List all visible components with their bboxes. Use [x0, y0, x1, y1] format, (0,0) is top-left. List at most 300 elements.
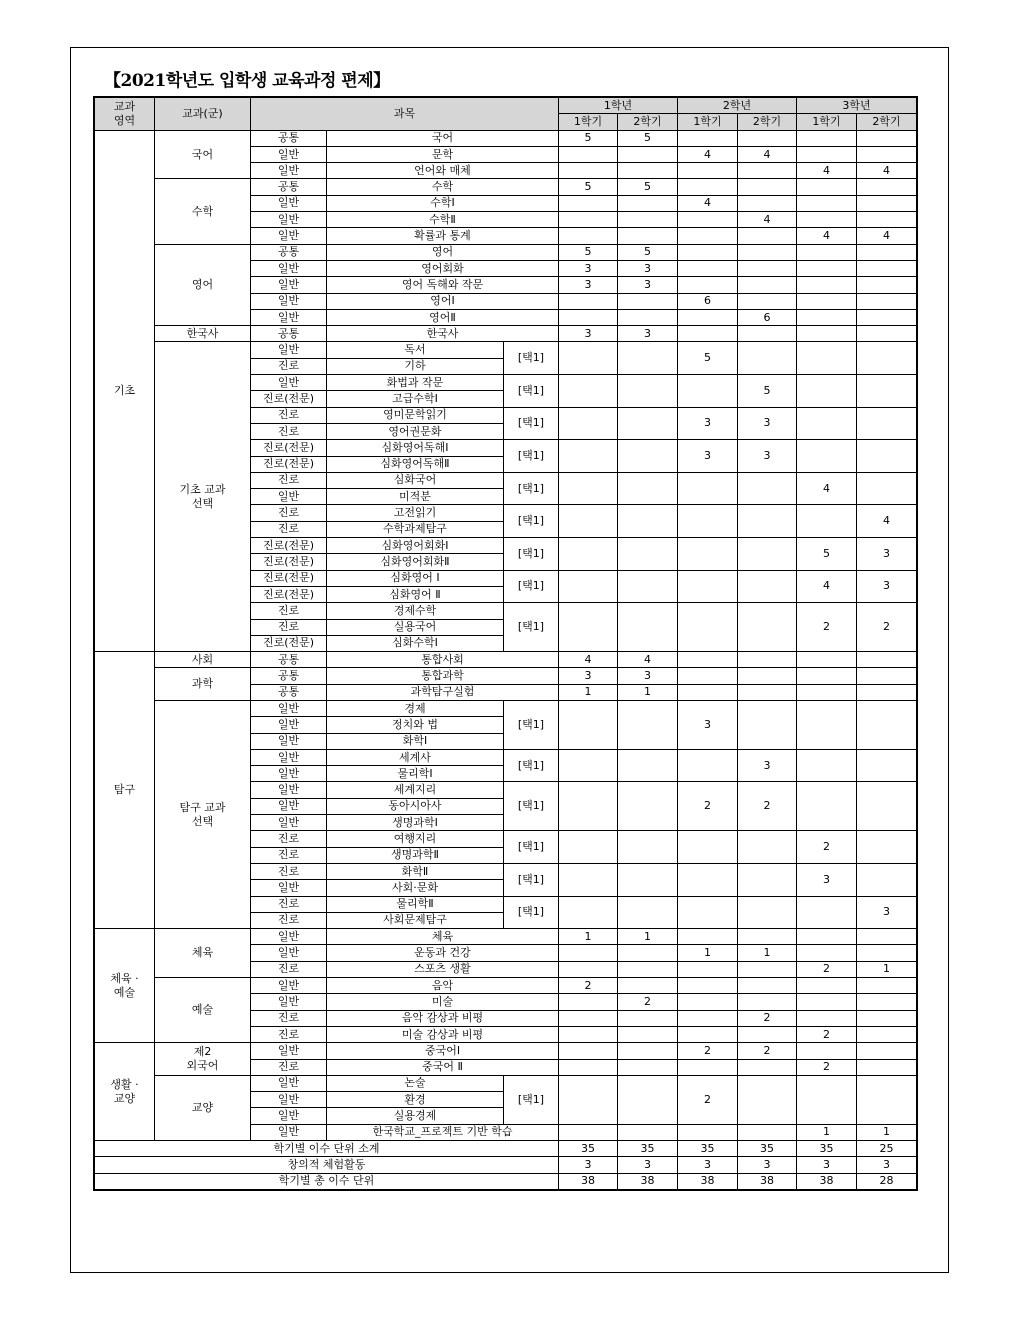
unit-cell	[797, 326, 857, 342]
unit-cell	[678, 1059, 738, 1075]
course-name: 심화영어독해Ⅱ	[327, 456, 504, 472]
course-type: 진로	[251, 847, 327, 863]
unit-cell	[618, 309, 678, 325]
course-name: 경제수학	[327, 603, 504, 619]
unit-cell	[797, 652, 857, 668]
unit-cell	[678, 652, 738, 668]
unit-cell	[678, 244, 738, 260]
unit-cell	[559, 163, 618, 179]
unit-cell: 5	[678, 342, 738, 375]
select-one-label: [택1]	[504, 472, 559, 505]
unit-cell	[559, 293, 618, 309]
unit-cell	[857, 978, 917, 994]
unit-cell: 3	[738, 407, 797, 440]
course-type: 진로	[251, 1026, 327, 1042]
unit-cell	[857, 326, 917, 342]
course-type: 일반	[251, 228, 327, 244]
unit-cell	[857, 684, 917, 700]
unit-cell: 3	[857, 570, 917, 603]
course-type: 공통	[251, 130, 327, 146]
group-label: 사회	[155, 652, 251, 668]
unit-cell	[797, 212, 857, 228]
unit-cell	[857, 700, 917, 749]
course-type: 일반	[251, 309, 327, 325]
course-type: 일반	[251, 717, 327, 733]
unit-cell	[559, 212, 618, 228]
unit-cell	[738, 179, 797, 195]
unit-cell: 3	[559, 326, 618, 342]
unit-cell	[678, 570, 738, 603]
course-type: 일반	[251, 1124, 327, 1140]
unit-cell	[678, 978, 738, 994]
course-type: 진로	[251, 831, 327, 847]
unit-cell	[797, 1075, 857, 1124]
unit-cell	[618, 472, 678, 505]
course-type: 일반	[251, 1092, 327, 1108]
unit-cell	[559, 1026, 618, 1042]
unit-cell	[797, 749, 857, 782]
unit-cell	[559, 309, 618, 325]
course-name: 문학	[327, 146, 559, 162]
page-title: 【2021학년도 입학생 교육과정 편제】	[104, 71, 390, 91]
summary-label: 학기별 이수 단위 소계	[95, 1141, 559, 1157]
unit-cell	[797, 700, 857, 749]
unit-cell: 3	[559, 668, 618, 684]
unit-cell	[857, 1026, 917, 1042]
unit-cell	[857, 195, 917, 211]
unit-cell	[618, 440, 678, 473]
unit-cell	[738, 896, 797, 929]
unit-cell: 4	[678, 195, 738, 211]
unit-cell	[797, 1043, 857, 1059]
unit-cell: 4	[738, 212, 797, 228]
course-name: 물리학Ⅰ	[327, 766, 504, 782]
unit-cell	[559, 1059, 618, 1075]
unit-cell	[678, 326, 738, 342]
course-name: 고전읽기	[327, 505, 504, 521]
course-name: 영어Ⅱ	[327, 309, 559, 325]
unit-cell	[857, 293, 917, 309]
unit-cell	[618, 212, 678, 228]
unit-cell	[857, 831, 917, 864]
unit-cell	[738, 863, 797, 896]
unit-cell	[678, 130, 738, 146]
course-type: 공통	[251, 179, 327, 195]
course-name: 한국사	[327, 326, 559, 342]
unit-cell	[797, 342, 857, 375]
course-type: 공통	[251, 244, 327, 260]
group-label: 제2 외국어	[155, 1043, 251, 1076]
group-label: 예술	[155, 978, 251, 1043]
unit-cell: 5	[618, 130, 678, 146]
summary-value: 3	[618, 1157, 678, 1173]
summary-value: 3	[678, 1157, 738, 1173]
unit-cell	[797, 195, 857, 211]
unit-cell	[857, 1059, 917, 1075]
group-label: 체육	[155, 929, 251, 978]
unit-cell	[618, 749, 678, 782]
unit-cell	[678, 749, 738, 782]
summary-value: 38	[559, 1173, 618, 1189]
unit-cell	[857, 179, 917, 195]
course-type: 일반	[251, 260, 327, 276]
course-type: 일반	[251, 994, 327, 1010]
course-type: 진로(전문)	[251, 554, 327, 570]
unit-cell	[857, 668, 917, 684]
unit-cell	[559, 195, 618, 211]
unit-cell	[618, 603, 678, 652]
summary-value: 3	[857, 1157, 917, 1173]
select-one-label: [택1]	[504, 440, 559, 473]
unit-cell: 3	[618, 277, 678, 293]
unit-cell	[797, 1010, 857, 1026]
unit-cell: 4	[738, 146, 797, 162]
course-name: 기하	[327, 358, 504, 374]
course-type: 공통	[251, 668, 327, 684]
unit-cell	[797, 179, 857, 195]
summary-value: 3	[797, 1157, 857, 1173]
table-row	[95, 342, 917, 358]
unit-cell	[618, 342, 678, 375]
unit-cell	[738, 163, 797, 179]
table-row	[95, 652, 917, 668]
course-type: 진로	[251, 1010, 327, 1026]
course-name: 화학Ⅱ	[327, 863, 504, 879]
unit-cell: 4	[857, 163, 917, 179]
course-name: 세계사	[327, 749, 504, 765]
unit-cell: 5	[559, 130, 618, 146]
course-type: 일반	[251, 146, 327, 162]
unit-cell	[857, 440, 917, 473]
unit-cell	[618, 538, 678, 571]
unit-cell	[797, 668, 857, 684]
course-type: 진로	[251, 358, 327, 374]
unit-cell	[678, 1010, 738, 1026]
course-name: 수학Ⅱ	[327, 212, 559, 228]
area-label: 생활 · 교양	[95, 1043, 155, 1141]
unit-cell: 5	[738, 375, 797, 408]
unit-cell	[857, 260, 917, 276]
course-name: 영어권문화	[327, 423, 504, 439]
course-type: 진로	[251, 961, 327, 977]
course-name: 심화영어 Ⅰ	[327, 570, 504, 586]
unit-cell: 5	[559, 244, 618, 260]
unit-cell	[559, 994, 618, 1010]
unit-cell	[857, 1043, 917, 1059]
unit-cell: 2	[857, 603, 917, 652]
course-name: 스포츠 생활	[327, 961, 559, 977]
summary-value: 28	[857, 1173, 917, 1189]
course-type: 일반	[251, 1075, 327, 1091]
unit-cell: 4	[857, 505, 917, 538]
course-name: 국어	[327, 130, 559, 146]
course-name: 중국어 Ⅱ	[327, 1059, 559, 1075]
select-one-label: [택1]	[504, 538, 559, 571]
course-type: 진로	[251, 619, 327, 635]
course-type: 진로	[251, 896, 327, 912]
unit-cell	[857, 652, 917, 668]
course-name: 사회·문화	[327, 880, 504, 896]
unit-cell	[559, 375, 618, 408]
course-name: 운동과 건강	[327, 945, 559, 961]
unit-cell	[857, 782, 917, 831]
summary-value: 3	[738, 1157, 797, 1173]
course-type: 일반	[251, 700, 327, 716]
table-row	[95, 326, 917, 342]
unit-cell	[618, 863, 678, 896]
unit-cell	[797, 130, 857, 146]
unit-cell	[559, 831, 618, 864]
course-type: 공통	[251, 326, 327, 342]
area-label: 탐구	[95, 652, 155, 929]
unit-cell	[559, 603, 618, 652]
unit-cell	[738, 603, 797, 652]
course-type: 진로	[251, 863, 327, 879]
unit-cell	[618, 505, 678, 538]
unit-cell	[797, 309, 857, 325]
unit-cell: 4	[797, 570, 857, 603]
unit-cell	[857, 146, 917, 162]
group-label: 탐구 교과 선택	[155, 700, 251, 928]
unit-cell: 2	[678, 782, 738, 831]
course-name: 과학탐구실험	[327, 684, 559, 700]
unit-cell	[559, 863, 618, 896]
course-name: 심화영어회화Ⅰ	[327, 538, 504, 554]
unit-cell	[797, 978, 857, 994]
course-name: 고급수학Ⅰ	[327, 391, 504, 407]
group-label: 교양	[155, 1075, 251, 1140]
unit-cell	[738, 244, 797, 260]
course-name: 독서	[327, 342, 504, 358]
course-type: 일반	[251, 880, 327, 896]
unit-cell	[559, 228, 618, 244]
unit-cell: 5	[618, 179, 678, 195]
course-type: 진로	[251, 472, 327, 488]
unit-cell	[559, 945, 618, 961]
unit-cell: 3	[857, 896, 917, 929]
unit-cell	[797, 277, 857, 293]
unit-cell: 3	[738, 749, 797, 782]
summary-value: 35	[618, 1141, 678, 1157]
table-row	[95, 929, 917, 945]
unit-cell: 2	[797, 1059, 857, 1075]
select-one-label: [택1]	[504, 1075, 559, 1124]
table-row	[95, 700, 917, 716]
unit-cell	[618, 570, 678, 603]
unit-cell: 4	[678, 146, 738, 162]
course-name: 심화영어회화Ⅱ	[327, 554, 504, 570]
course-name: 영어	[327, 244, 559, 260]
summary-row	[95, 1157, 917, 1173]
unit-cell	[678, 309, 738, 325]
select-one-label: [택1]	[504, 896, 559, 929]
unit-cell: 3	[797, 863, 857, 896]
unit-cell	[559, 407, 618, 440]
select-one-label: [택1]	[504, 749, 559, 782]
course-name: 미술 감상과 비평	[327, 1026, 559, 1042]
course-name: 화법과 작문	[327, 375, 504, 391]
course-name: 수학	[327, 179, 559, 195]
unit-cell	[618, 1059, 678, 1075]
unit-cell	[559, 1075, 618, 1124]
unit-cell	[857, 929, 917, 945]
course-type: 일반	[251, 978, 327, 994]
summary-value: 38	[797, 1173, 857, 1189]
unit-cell: 4	[797, 472, 857, 505]
select-one-label: [택1]	[504, 505, 559, 538]
course-name: 영어Ⅰ	[327, 293, 559, 309]
select-one-label: [택1]	[504, 603, 559, 652]
summary-value: 38	[678, 1173, 738, 1189]
unit-cell	[738, 1059, 797, 1075]
unit-cell: 2	[738, 1010, 797, 1026]
unit-cell	[559, 146, 618, 162]
course-name: 심화영어 Ⅱ	[327, 586, 504, 602]
unit-cell: 1	[678, 945, 738, 961]
unit-cell	[797, 260, 857, 276]
unit-cell: 2	[797, 603, 857, 652]
course-type: 일반	[251, 277, 327, 293]
course-name: 실용경제	[327, 1108, 504, 1124]
area-label: 기초	[95, 130, 155, 652]
unit-cell	[678, 260, 738, 276]
unit-cell: 5	[797, 538, 857, 571]
course-type: 일반	[251, 342, 327, 358]
course-name: 화학Ⅰ	[327, 733, 504, 749]
table-row	[95, 130, 917, 146]
course-type: 진로(전문)	[251, 586, 327, 602]
unit-cell	[559, 538, 618, 571]
unit-cell	[678, 896, 738, 929]
unit-cell	[618, 407, 678, 440]
unit-cell: 1	[559, 929, 618, 945]
unit-cell	[678, 538, 738, 571]
course-type: 일반	[251, 375, 327, 391]
unit-cell	[857, 1075, 917, 1124]
header-year: 2학년	[678, 98, 797, 114]
unit-cell	[678, 505, 738, 538]
course-name: 한국학교_프로젝트 기반 학습	[327, 1124, 559, 1140]
course-name: 수학과제탐구	[327, 521, 504, 537]
unit-cell	[738, 195, 797, 211]
unit-cell: 1	[559, 684, 618, 700]
header-semester: 2학기	[738, 114, 797, 130]
summary-label: 학기별 총 이수 단위	[95, 1173, 559, 1189]
unit-cell	[618, 228, 678, 244]
unit-cell	[559, 782, 618, 831]
course-name: 논술	[327, 1075, 504, 1091]
unit-cell	[857, 945, 917, 961]
unit-cell	[738, 1124, 797, 1140]
unit-cell	[857, 244, 917, 260]
table-row	[95, 1043, 917, 1059]
course-name: 물리학Ⅱ	[327, 896, 504, 912]
header-group: 교과(군)	[155, 98, 251, 131]
unit-cell: 4	[797, 163, 857, 179]
unit-cell: 4	[618, 652, 678, 668]
unit-cell	[797, 375, 857, 408]
unit-cell	[738, 1026, 797, 1042]
unit-cell	[618, 1124, 678, 1140]
unit-cell: 2	[797, 1026, 857, 1042]
course-name: 음악 감상과 비평	[327, 1010, 559, 1026]
unit-cell	[797, 146, 857, 162]
unit-cell	[678, 994, 738, 1010]
header-year: 3학년	[797, 98, 917, 114]
unit-cell	[738, 652, 797, 668]
unit-cell: 3	[678, 440, 738, 473]
unit-cell: 2	[738, 1043, 797, 1059]
course-name: 실용국어	[327, 619, 504, 635]
course-type: 일반	[251, 293, 327, 309]
unit-cell	[678, 668, 738, 684]
unit-cell: 4	[797, 228, 857, 244]
unit-cell	[618, 1075, 678, 1124]
unit-cell	[618, 1010, 678, 1026]
table-row	[95, 978, 917, 994]
unit-cell	[738, 700, 797, 749]
unit-cell	[559, 1124, 618, 1140]
group-label: 영어	[155, 244, 251, 325]
course-type: 진로(전문)	[251, 456, 327, 472]
unit-cell	[797, 684, 857, 700]
unit-cell: 1	[738, 945, 797, 961]
summary-value: 38	[618, 1173, 678, 1189]
course-type: 일반	[251, 929, 327, 945]
header-semester: 2학기	[618, 114, 678, 130]
unit-cell	[738, 538, 797, 571]
unit-cell: 1	[618, 929, 678, 945]
unit-cell	[678, 1124, 738, 1140]
unit-cell	[559, 570, 618, 603]
course-type: 일반	[251, 798, 327, 814]
unit-cell	[559, 896, 618, 929]
unit-cell	[857, 277, 917, 293]
summary-value: 3	[559, 1157, 618, 1173]
unit-cell	[678, 212, 738, 228]
unit-cell	[738, 505, 797, 538]
unit-cell	[678, 277, 738, 293]
course-name: 환경	[327, 1092, 504, 1108]
unit-cell: 1	[618, 684, 678, 700]
unit-cell	[857, 994, 917, 1010]
unit-cell	[857, 472, 917, 505]
course-name: 언어와 매체	[327, 163, 559, 179]
unit-cell	[678, 831, 738, 864]
group-label: 국어	[155, 130, 251, 179]
group-label: 과학	[155, 668, 251, 701]
course-type: 진로(전문)	[251, 635, 327, 651]
unit-cell: 2	[559, 978, 618, 994]
unit-cell: 1	[857, 961, 917, 977]
table-row	[95, 244, 917, 260]
unit-cell	[738, 260, 797, 276]
course-type: 일반	[251, 766, 327, 782]
course-type: 일반	[251, 749, 327, 765]
unit-cell	[857, 1010, 917, 1026]
unit-cell	[797, 929, 857, 945]
unit-cell	[618, 945, 678, 961]
course-name: 중국어Ⅰ	[327, 1043, 559, 1059]
table-row	[95, 179, 917, 195]
select-one-label: [택1]	[504, 570, 559, 603]
unit-cell: 3	[618, 668, 678, 684]
unit-cell	[797, 505, 857, 538]
unit-cell	[738, 277, 797, 293]
table-row	[95, 1075, 917, 1091]
unit-cell	[678, 603, 738, 652]
unit-cell	[857, 863, 917, 896]
